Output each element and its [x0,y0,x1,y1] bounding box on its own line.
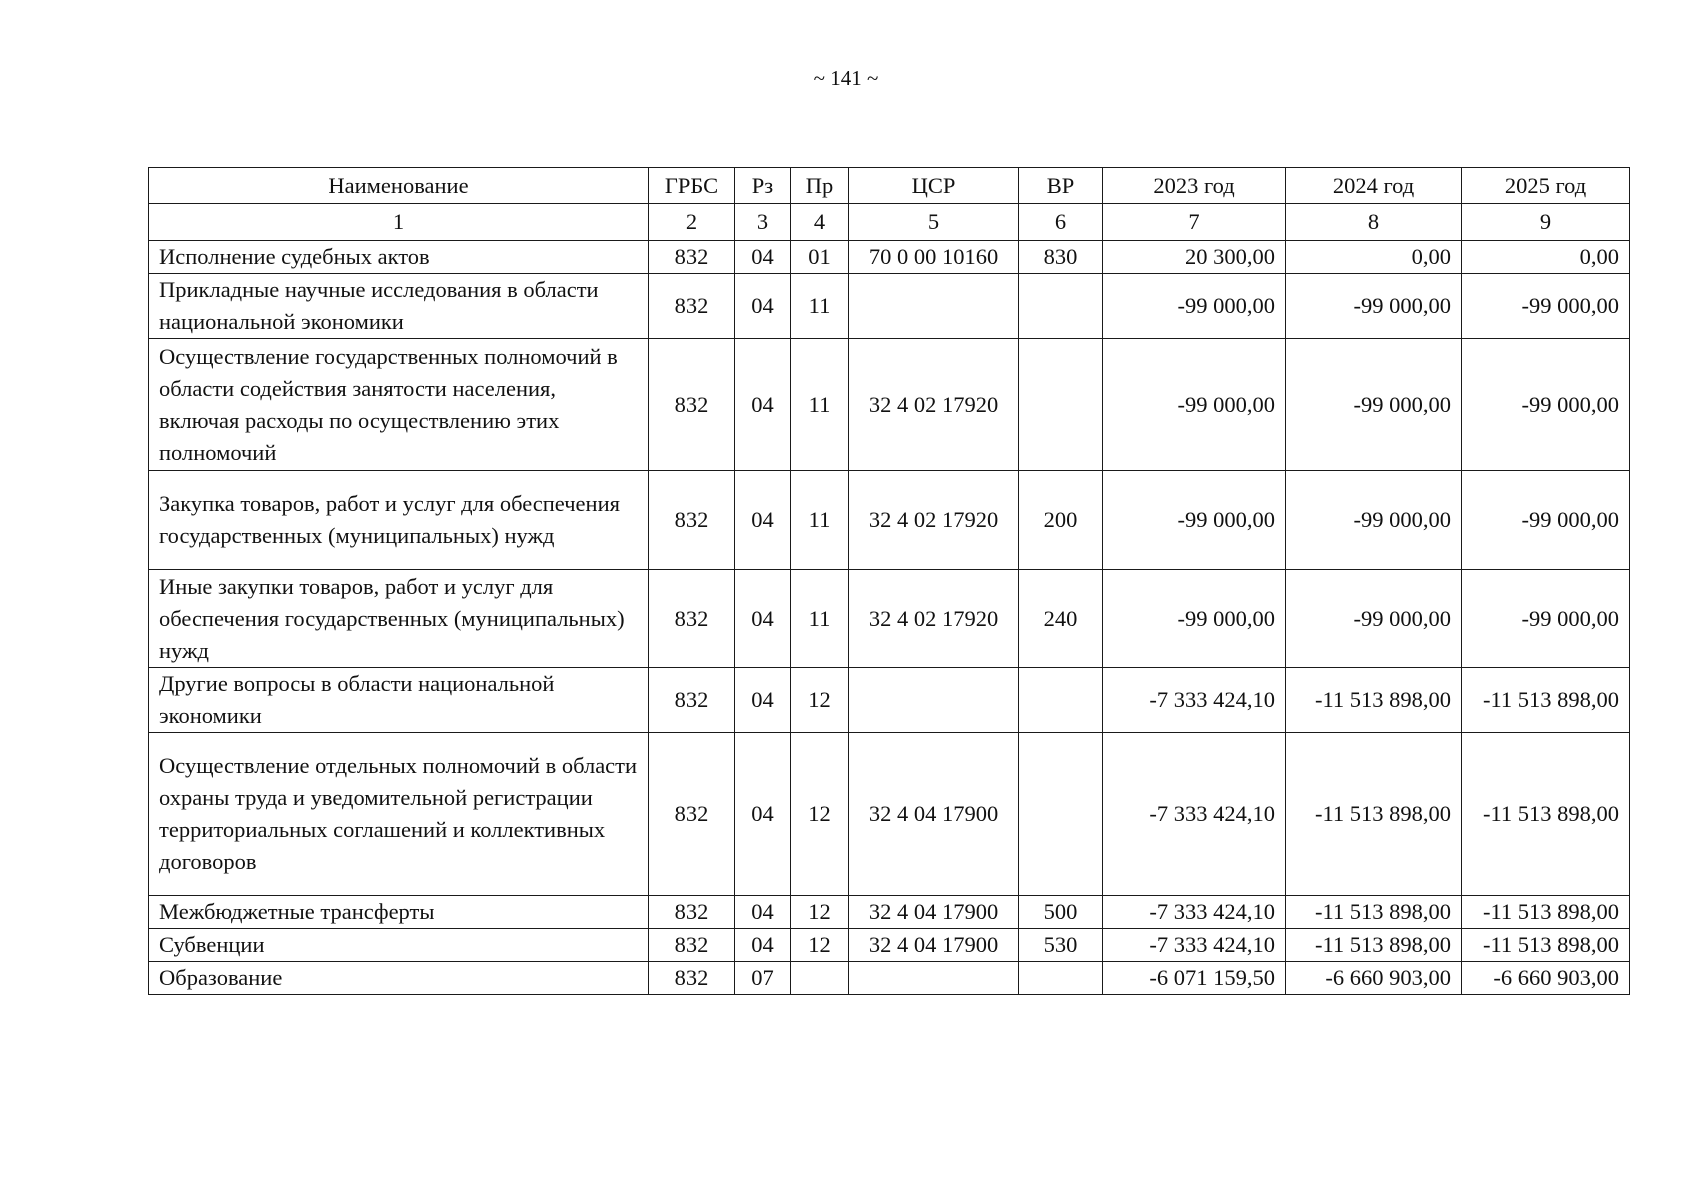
row-csr: 32 4 04 17900 [849,896,1019,929]
row-name: Закупка товаров, работ и услуг для обеспечения государственных (муниципальных) нужд [149,471,649,570]
table-row [149,668,1630,733]
row-vr: 240 [1019,570,1103,668]
row-rz: 04 [735,896,791,929]
row-name: Межбюджетные трансферты [149,896,649,929]
header-2023: 2023 год [1103,168,1286,204]
header-2024: 2024 год [1286,168,1462,204]
row-2024: -6 660 903,00 [1286,962,1462,995]
header-rz: Рз [735,168,791,204]
header-vr: ВР [1019,168,1103,204]
row-2023: -99 000,00 [1103,339,1286,471]
row-grbs: 832 [649,733,735,896]
row-vr: 500 [1019,896,1103,929]
row-2023: -7 333 424,10 [1103,896,1286,929]
row-name: Осуществление отдельных полномочий в области охраны труда и уведомительной регистрации территориальных соглашений и коллективных договоров [149,733,649,896]
row-2023: -7 333 424,10 [1103,733,1286,896]
row-vr [1019,668,1103,733]
row-grbs: 832 [649,570,735,668]
row-rz: 04 [735,570,791,668]
row-grbs: 832 [649,274,735,339]
header-row [149,168,1630,204]
row-csr: 32 4 02 17920 [849,339,1019,471]
row-csr: 32 4 02 17920 [849,471,1019,570]
row-2024: -99 000,00 [1286,339,1462,471]
table-row [149,570,1630,668]
row-grbs: 832 [649,668,735,733]
row-2025: -11 513 898,00 [1462,668,1630,733]
header-2025: 2025 год [1462,168,1630,204]
row-2024: -99 000,00 [1286,274,1462,339]
row-pr: 11 [791,471,849,570]
row-2025: -99 000,00 [1462,274,1630,339]
row-2024: 0,00 [1286,241,1462,274]
row-grbs: 832 [649,896,735,929]
row-csr: 70 0 00 10160 [849,241,1019,274]
row-pr: 12 [791,733,849,896]
row-csr: 32 4 04 17900 [849,733,1019,896]
row-pr [791,962,849,995]
row-pr: 12 [791,929,849,962]
row-pr: 11 [791,339,849,471]
table-row [149,962,1630,995]
row-rz: 04 [735,929,791,962]
column-index: 1 [149,204,649,241]
column-index: 9 [1462,204,1630,241]
row-2025: -11 513 898,00 [1462,733,1630,896]
row-csr [849,962,1019,995]
table-row [149,929,1630,962]
row-rz: 04 [735,274,791,339]
row-2023: -99 000,00 [1103,570,1286,668]
row-name: Другие вопросы в области национальной экономики [149,668,649,733]
table-row [149,896,1630,929]
row-2024: -11 513 898,00 [1286,929,1462,962]
row-vr: 200 [1019,471,1103,570]
budget-table [148,167,1630,995]
row-pr: 11 [791,274,849,339]
column-index: 8 [1286,204,1462,241]
row-grbs: 832 [649,929,735,962]
table-row [149,733,1630,896]
column-index: 4 [791,204,849,241]
column-index: 5 [849,204,1019,241]
row-2023: -7 333 424,10 [1103,929,1286,962]
row-vr [1019,274,1103,339]
row-name: Исполнение судебных актов [149,241,649,274]
row-rz: 04 [735,241,791,274]
row-2023: 20 300,00 [1103,241,1286,274]
row-csr: 32 4 02 17920 [849,570,1019,668]
header-csr: ЦСР [849,168,1019,204]
row-vr: 830 [1019,241,1103,274]
row-grbs: 832 [649,471,735,570]
column-index-row [149,204,1630,241]
row-2024: -11 513 898,00 [1286,896,1462,929]
page-number: ~ 141 ~ [813,66,879,90]
row-vr: 530 [1019,929,1103,962]
column-index: 6 [1019,204,1103,241]
row-rz: 07 [735,962,791,995]
row-csr: 32 4 04 17900 [849,929,1019,962]
header-pr: Пр [791,168,849,204]
row-2025: 0,00 [1462,241,1630,274]
row-pr: 12 [791,896,849,929]
row-name: Субвенции [149,929,649,962]
row-2023: -6 071 159,50 [1103,962,1286,995]
table-row [149,241,1630,274]
row-rz: 04 [735,733,791,896]
row-2025: -99 000,00 [1462,570,1630,668]
row-2024: -11 513 898,00 [1286,668,1462,733]
row-vr [1019,733,1103,896]
row-2025: -6 660 903,00 [1462,962,1630,995]
row-csr [849,668,1019,733]
row-2025: -11 513 898,00 [1462,896,1630,929]
column-index: 2 [649,204,735,241]
row-rz: 04 [735,339,791,471]
column-index: 3 [735,204,791,241]
row-2024: -99 000,00 [1286,570,1462,668]
row-2025: -11 513 898,00 [1462,929,1630,962]
row-rz: 04 [735,471,791,570]
row-pr: 01 [791,241,849,274]
row-2025: -99 000,00 [1462,471,1630,570]
row-grbs: 832 [649,962,735,995]
row-2023: -7 333 424,10 [1103,668,1286,733]
row-name: Осуществление государственных полномочий в области содействия занятости населения, включая расходы по осуществлению этих полномочий [149,339,649,471]
table-row [149,339,1630,471]
row-2025: -99 000,00 [1462,339,1630,471]
row-rz: 04 [735,668,791,733]
row-csr [849,274,1019,339]
table-row [149,274,1630,339]
row-2024: -99 000,00 [1286,471,1462,570]
column-index: 7 [1103,204,1286,241]
row-2023: -99 000,00 [1103,471,1286,570]
row-name: Образование [149,962,649,995]
row-grbs: 832 [649,339,735,471]
header-grbs: ГРБС [649,168,735,204]
row-pr: 12 [791,668,849,733]
table-row [149,471,1630,570]
row-2024: -11 513 898,00 [1286,733,1462,896]
row-name: Иные закупки товаров, работ и услуг для обеспечения государственных (муниципальных) нужд [149,570,649,668]
row-vr [1019,962,1103,995]
row-name: Прикладные научные исследования в области национальной экономики [149,274,649,339]
row-grbs: 832 [649,241,735,274]
row-vr [1019,339,1103,471]
row-2023: -99 000,00 [1103,274,1286,339]
header-name: Наименование [149,168,649,204]
row-pr: 11 [791,570,849,668]
